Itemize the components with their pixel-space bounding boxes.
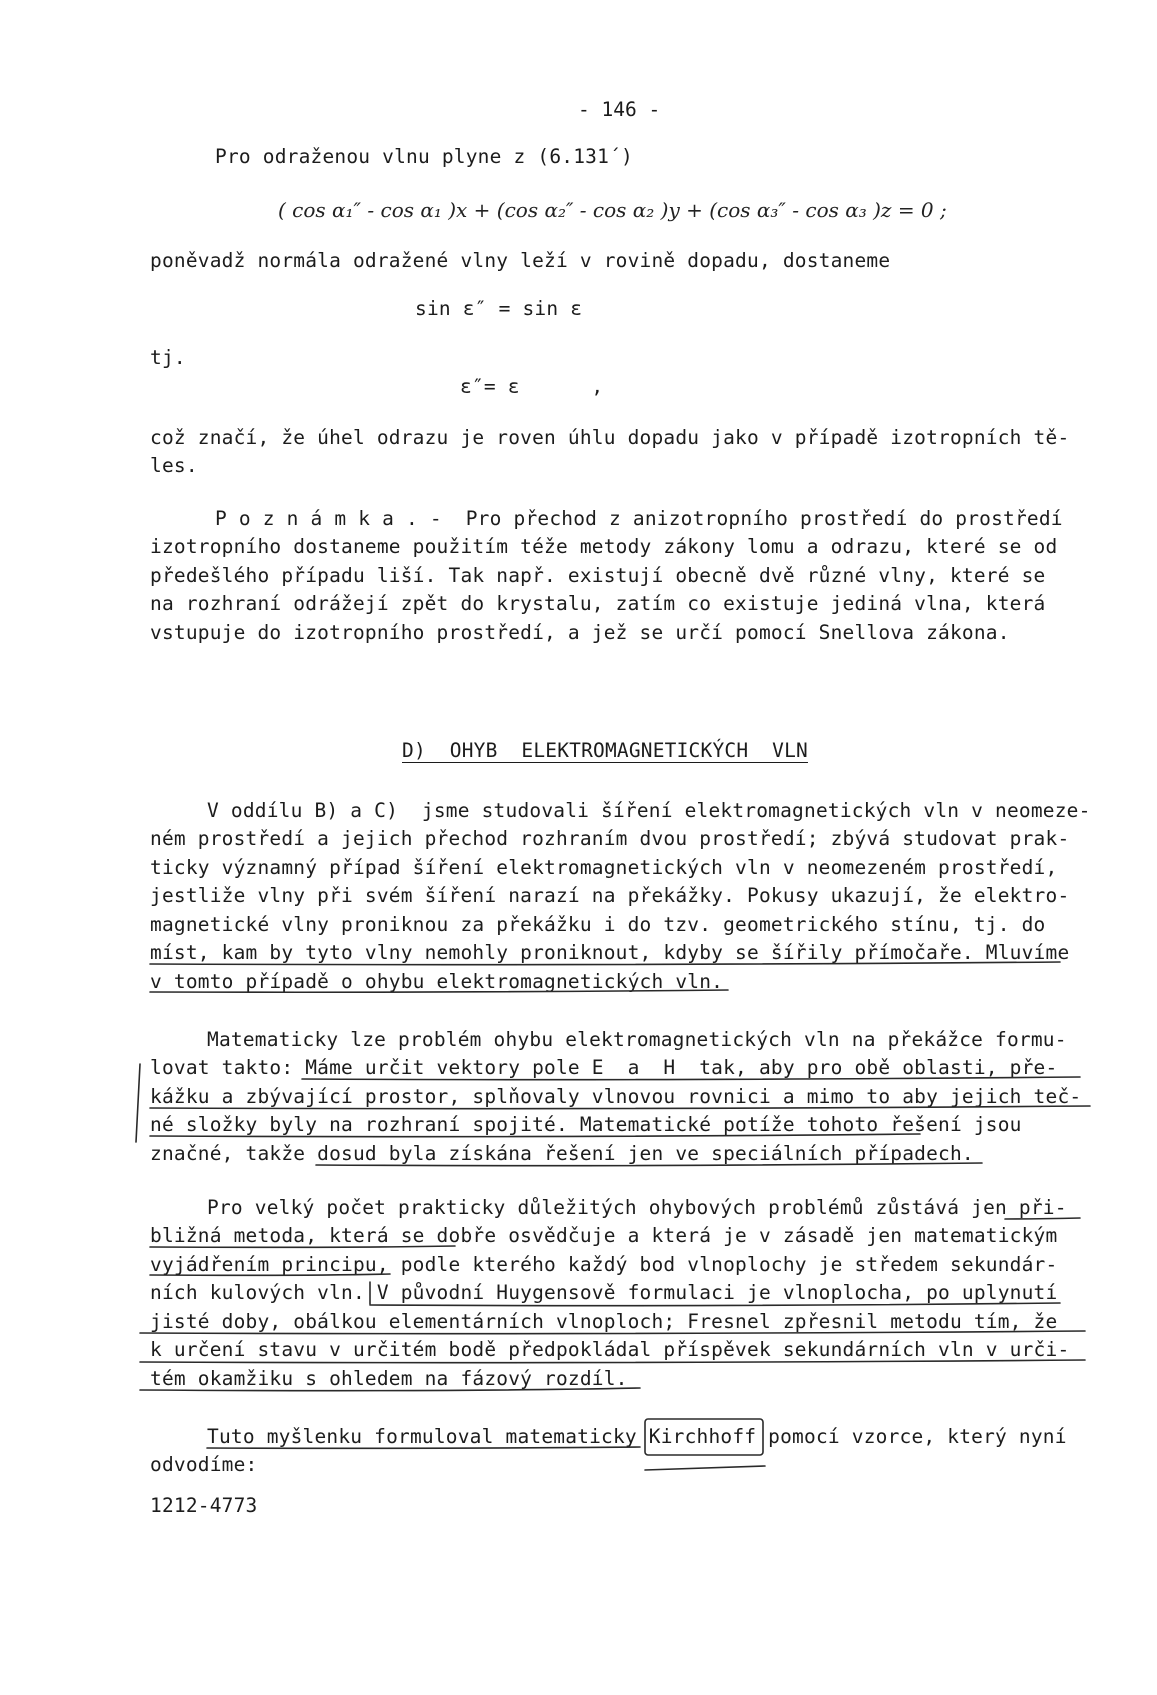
underline-mark (150, 1246, 455, 1247)
equation-angle: ε″= ε , (460, 375, 604, 398)
paragraph-line: vyjádřením principu, podle kterého každý bod vlnoplochy je středem sekundár- (150, 1253, 1058, 1276)
paragraph-line: Tuto myšlenku formuloval matematicky Kirchhoff pomocí vzorce, který nyní (207, 1425, 1067, 1448)
note-line: izotropního dostaneme použitím téže metody zákony lomu a odrazu, které se od (150, 535, 1058, 558)
paragraph-line: odvodíme: (150, 1453, 258, 1476)
intro-line: poněvadž normála odražené vlny leží v rovině dopadu, dostaneme (150, 249, 891, 272)
underline-mark (150, 1134, 920, 1137)
box-mark (645, 1419, 763, 1455)
paragraph-line: jisté doby, obálkou elementárních vlnoploch; Fresnel zpřesnil metodu tím, že (150, 1310, 1058, 1333)
paragraph-line: Matematicky lze problém ohybu elektromagnetických vln na překážce formu- (207, 1028, 1067, 1051)
paragraph-line: lovat takto: Máme určit vektory pole E a H tak, aby pro obě oblasti, pře- (150, 1056, 1058, 1079)
underline-mark (140, 1388, 640, 1391)
underline-mark (150, 1106, 1090, 1109)
paragraph-line: míst, kam by tyto vlny nemohly proniknout, kdyby se šířily přímočaře. Mluvíme (150, 941, 1070, 964)
underline-mark (645, 1466, 765, 1470)
note-line: vstupuje do izotropního prostředí, a jež se určí pomocí Snellova zákona. (150, 621, 1010, 644)
paragraph-line: V oddílu B) a C) jsme studovali šíření elektromagnetických vln v neomeze- (207, 799, 1091, 822)
equation-sin: sin ε″ = sin ε (415, 297, 583, 320)
paragraph-line: kážku a zbývající prostor, splňovaly vlnovou rovnici a mimo to aby jejich teč- (150, 1085, 1082, 1108)
intro-line: Pro odraženou vlnu plyne z (6.131´) (215, 145, 633, 168)
underline-mark (316, 1163, 982, 1166)
footer-code: 1212-4773 (150, 1494, 258, 1517)
paragraph-line: bližná metoda, která se dobře osvědčuje a která je v zásadě jen matematickým (150, 1224, 1058, 1247)
paragraph-line: k určení stavu v určitém bodě předpokládal příspěvek sekundárních vln v urči- (150, 1338, 1070, 1361)
underline-mark (140, 1360, 1085, 1363)
paragraph-line: ném prostředí a jejich přechod rozhraním dvou prostředí; zbývá studovat prak- (150, 827, 1070, 850)
underline-mark (207, 1447, 640, 1448)
reflection-formula: ( cos α₁″ - cos α₁ )x + (cos α₂″ - cos α₂ )y + (cos α₃″ - cos α₃ )z = 0 ; (278, 198, 947, 222)
margin-bar-mark (136, 1064, 140, 1142)
section-title: D) OHYB ELEKTROMAGNETICKÝCH VLN (402, 739, 808, 762)
page-number: - 146 - (578, 98, 661, 121)
paragraph-line: jestliže vlny při svém šíření narazí na překážky. Pokusy ukazují, že elektro- (150, 884, 1070, 907)
note-line: na rozhraní odrážejí zpět do krystalu, zatím co existuje jediná vlna, která (150, 592, 1046, 615)
paragraph-line: tém okamžiku s ohledem na fázový rozdíl. (150, 1367, 628, 1390)
paragraph-line: Pro velký počet prakticky důležitých ohybových problémů zůstává jen při- (207, 1196, 1067, 1219)
tj-label: tj. (150, 346, 186, 369)
paragraph-line: ních kulových vln. V původní Huygensově formulaci je vlnoplocha, po uplynutí (150, 1281, 1058, 1304)
underline-mark (150, 1274, 390, 1275)
underline-mark (150, 962, 1060, 965)
paragraph-line: ticky významný případ šíření elektromagnetických vln v neomezeném prostředí, (150, 856, 1058, 879)
underline-mark (150, 990, 728, 992)
underline-mark (370, 1303, 1060, 1306)
note-line: předešlého případu liší. Tak např. existují obecně dvě různé vlny, které se (150, 564, 1046, 587)
intro-line: což značí, že úhel odrazu je roven úhlu dopadu jako v případě izotropních tě- (150, 426, 1070, 449)
paragraph-line: né složky byly na rozhraní spojité. Matematické potíže tohoto řešení jsou (150, 1113, 1022, 1136)
underline-mark (140, 1331, 1085, 1334)
paragraph-line: značné, takže dosud byla získána řešení jen ve speciálních případech. (150, 1142, 974, 1165)
underline-mark (1005, 1218, 1080, 1219)
paragraph-line: magnetické vlny proniknou za překážku i do tzv. geometrického stínu, tj. do (150, 913, 1046, 936)
intro-line: les. (150, 454, 198, 477)
note-line: P o z n á m k a . - Pro přechod z anizotropního prostředí do prostředí (215, 507, 1063, 530)
underline-mark (302, 1077, 1080, 1080)
paragraph-line: v tomto případě o ohybu elektromagnetických vln. (150, 970, 724, 993)
